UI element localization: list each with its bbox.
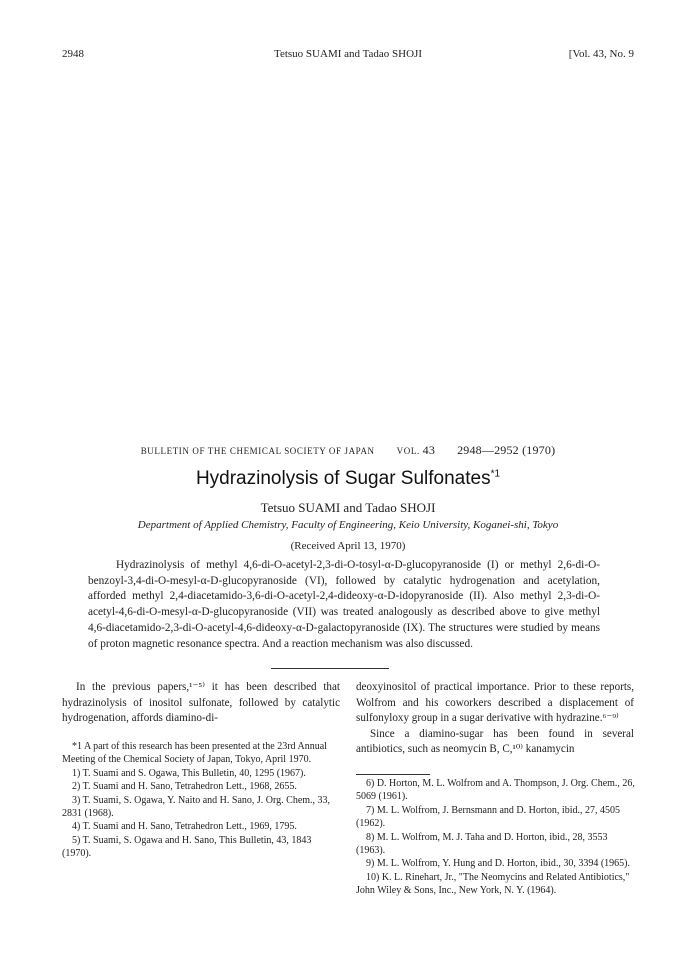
abstract-text: Hydrazinolysis of methyl 4,6-di-O-acetyl-2,3-di-O-tosyl-α-D-glucopyranoside (I) or methyl 2,6-di-O-benzoyl-3,4-di-O-mesyl-α-D-glucopyranoside (VI), followed by catalytic hydrogenation and acetylation, afforded methyl 2,4-diacetamido-3,6-di-O-acetyl-2,4-dideoxy-α-D-idopyranoside (II). Also methyl 2,3-di-O-acetyl-4,6-di-O-mesyl-α-D-glucopyranoside (VII) was treated analogously as described above to give methyl 4,6-diacetamido-2,3-di-O-acetyl-4,6-dideoxy-α-D-galactopyranoside (IX). The structures were studied by means of proton magnetic resonance spectra. And a reaction mechanism was also discussed. [88,559,600,650]
body-paragraph: Since a diamino-sugar has been found in several antibiotics, such as neomycin B, C,¹⁰⁾ kanamycin [356,727,634,755]
footnote: 8) M. L. Wolfrom, M. J. Taha and D. Horton, ibid., 28, 3553 (1963). [356,831,608,857]
footnote: 5) T. Suami, S. Ogawa and H. Sano, This Bulletin, 43, 1843 (1970). [62,834,312,860]
footnote: 1) T. Suami and S. Ogawa, This Bulletin, 40, 1295 (1967). [72,767,306,779]
pages-year: 2948—2952 (1970) [457,443,556,457]
authors: Tetsuo SUAMI and Tadao SHOJI [260,500,436,515]
vol-label: VOL. [396,446,420,456]
right-footnotes [356,774,636,898]
affiliation: Department of Applied Chemistry, Faculty of Engineering, Keio University, Koganei-shi, Tokyo [137,519,559,531]
footnote-separator [356,774,430,775]
footnote: *1 A part of this research has been presented at the 23rd Annual Meeting of the Chemical Society of Japan, Tokyo, April 1970. [62,741,327,766]
running-header [62,48,634,64]
page-number: 2948 [62,48,84,60]
abstract [88,558,600,652]
title-footnote-mark: *1 [490,468,501,480]
section-rule [271,668,389,669]
footnote: 10) K. L. Rinehart, Jr., "The Neomycins and Related Antibiotics," John Wiley & Sons, Inc., New York, N. Y. (1964). [356,871,630,897]
journal-name: BULLETIN OF THE CHEMICAL SOCIETY OF JAPAN [140,446,375,456]
left-column [62,680,340,727]
footnote: 9) M. L. Wolfrom, Y. Hung and D. Horton, ibid., 30, 3394 (1965). [366,858,630,870]
footnote: 4) T. Suami and H. Sano, Tetrahedron Lett., 1969, 1795. [72,821,297,833]
received-date: (Received April 13, 1970) [290,540,406,552]
running-authors: Tetsuo SUAMI and Tadao SHOJI [274,48,422,60]
footnote: 7) M. L. Wolfrom, J. Bernsmann and D. Horton, ibid., 27, 4505 (1962). [356,804,620,830]
vol-number: 43 [422,443,436,457]
title-text: Hydrazinolysis of Sugar Sulfonates [195,468,491,489]
volume-info: [Vol. 43, No. 9 [568,48,634,60]
left-footnotes [62,740,334,861]
bulletin-line [62,443,634,458]
right-column [356,680,634,758]
body-paragraph: In the previous papers,¹⁻⁵⁾ it has been described that hydrazinolysis of inositol sulfonate, followed by catalytic hydrogenation, affords diamino-di- [62,681,340,724]
body-paragraph: deoxyinositol of practical importance. Prior to these reports, Wolfrom and his coworkers described a displacement of sulfonyloxy group in a sugar derivative with hydrazine.⁶⁻⁹⁾ [356,681,634,724]
footnote: 3) T. Suami, S. Ogawa, Y. Naito and H. Sano, J. Org. Chem., 33, 2831 (1968). [62,794,331,820]
footnote: 6) D. Horton, M. L. Wolfrom and A. Thompson, J. Org. Chem., 26, 5069 (1961). [356,778,635,803]
footnote: 2) T. Suami and H. Sano, Tetrahedron Lett., 1968, 2655. [72,781,297,793]
article-title [62,468,634,490]
